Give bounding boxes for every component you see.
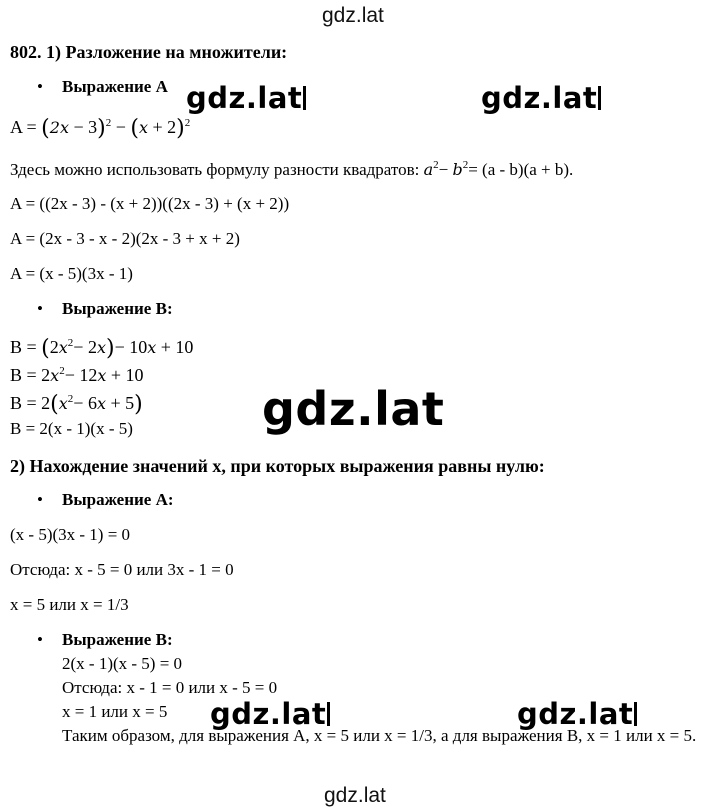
bullet-zeros-b: • Выражение B: — [62, 630, 173, 650]
watermark-center: gdz.lat — [262, 382, 445, 436]
bullet-expr-b: • Выражение B: — [62, 299, 173, 319]
bullet-zeros-a: • Выражение A: — [62, 490, 174, 510]
zeros-a-line-2: Отсюда: x - 5 = 0 или 3x - 1 = 0 — [10, 560, 234, 579]
part2-heading: 2) Нахождение значений x, при которых выражения равны нулю: — [10, 456, 545, 476]
watermark-1: gdz.lat — [186, 81, 306, 115]
expr-b-line-1: $B = (2x^2- 2x)- 10x + 10$ — [10, 336, 194, 361]
expr-b-line-3: $B = 2(x^2- 6x + 5)$ — [10, 392, 143, 417]
zeros-b-line-3: x = 1 или x = 5 — [62, 702, 168, 721]
zeros-b-line-2: Отсюда: x - 1 = 0 или x - 5 = 0 — [62, 678, 278, 697]
difference-of-squares-note: Здесь можно использовать формулу разности квадратов: $a^2- b^2= (a - b)(a + b)$. — [10, 159, 574, 179]
watermark-bottom: gdz.lat — [324, 784, 386, 807]
expr-a-step-3: A = (x - 5)(3x - 1) — [10, 264, 133, 283]
expr-a-step-2: A = (2x - 3 - x - 2)(2x - 3 + x + 2) — [10, 229, 240, 248]
bullet-expr-a: • Выражение A — [62, 77, 168, 97]
expr-a-definition: $A = (2x - 3)^2 - (x + 2)^2$ — [10, 116, 191, 141]
watermark-4: gdz.lat — [517, 697, 637, 731]
watermark-2: gdz.lat — [481, 81, 601, 115]
watermark-3: gdz.lat — [210, 697, 330, 731]
zeros-b-line-1: 2(x - 1)(x - 5) = 0 — [62, 654, 183, 673]
zeros-a-line-1: (x - 5)(3x - 1) = 0 — [10, 525, 131, 544]
watermark-top: gdz.lat — [322, 4, 384, 27]
conclusion: Таким образом, для выражения A, x = 5 или x = 1/3, а для выражения B, x = 1 или x = 5. — [62, 726, 697, 745]
expr-b-line-2: $B = 2x^2- 12x + 10$ — [10, 365, 144, 385]
expr-a-step-1: A = ((2x - 3) - (x + 2))((2x - 3) + (x + 2)) — [10, 194, 290, 213]
expr-b-line-4: B = 2(x - 1)(x - 5) — [10, 419, 133, 438]
zeros-a-line-3: x = 5 или x = 1/3 — [10, 595, 129, 614]
part1-heading: 802. 1) Разложение на множители: — [10, 42, 288, 62]
